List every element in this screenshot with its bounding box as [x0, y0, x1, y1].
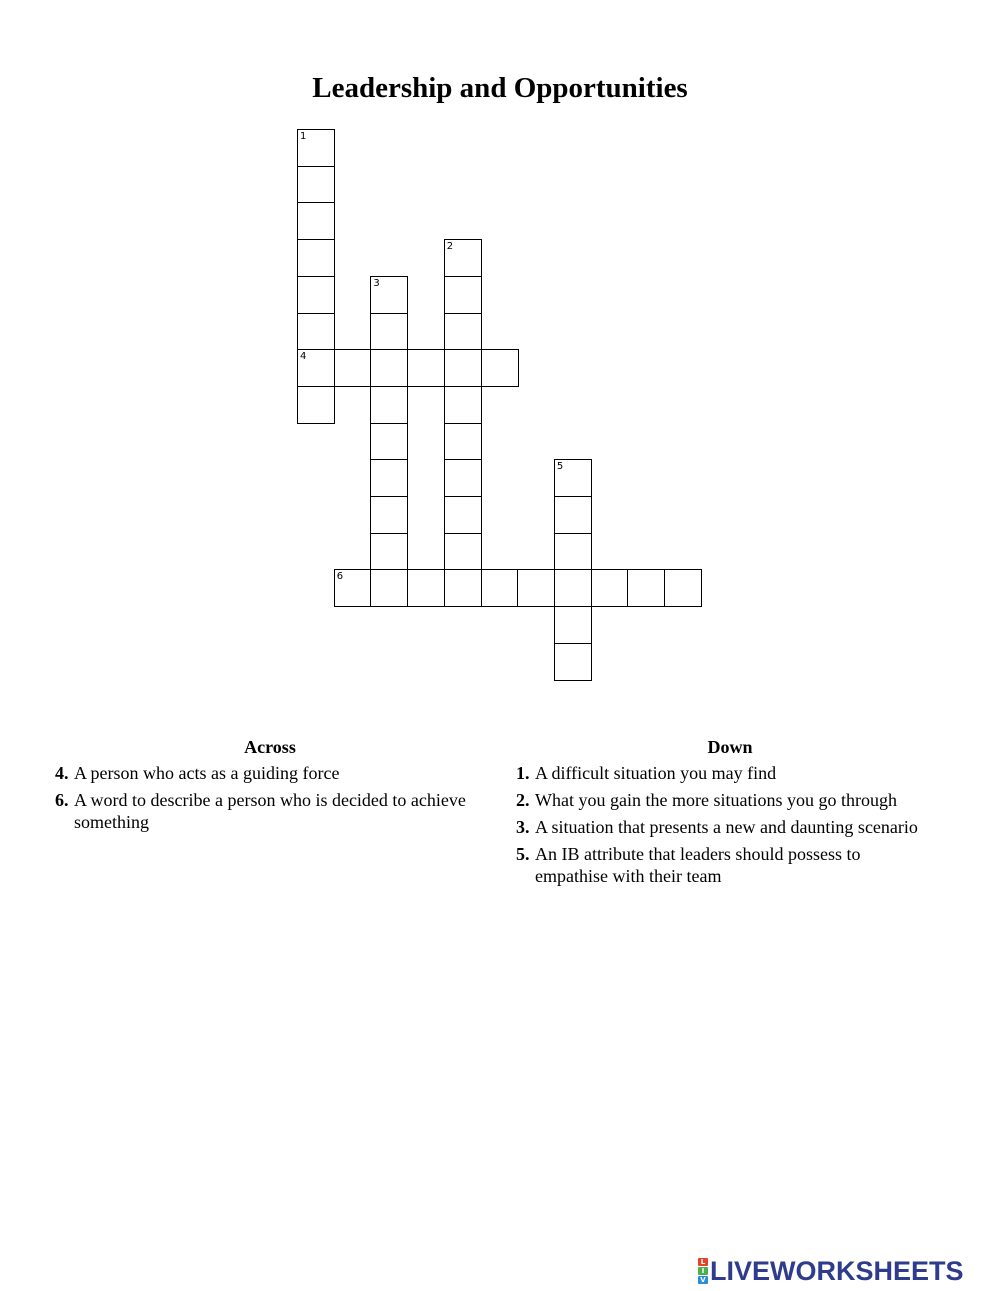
crossword-cell[interactable]: [370, 569, 408, 607]
down-clue: [516, 843, 936, 887]
crossword-cell[interactable]: [554, 643, 592, 681]
cell-number: 1: [300, 131, 307, 142]
crossword-cell[interactable]: [444, 349, 482, 387]
clue-number: 1.: [516, 763, 530, 783]
crossword-cell[interactable]: [517, 569, 555, 607]
logo-mark-letter: V: [698, 1276, 708, 1284]
across-clues: [55, 736, 485, 838]
clue-text: A word to describe a person who is decided to achieve something: [74, 790, 466, 832]
logo-text: LIVEWORKSHEETS: [710, 1256, 964, 1286]
down-heading: Down: [707, 737, 753, 757]
liveworksheets-logo: [698, 1257, 964, 1285]
crossword-cell[interactable]: [370, 459, 408, 497]
crossword-cell[interactable]: [444, 569, 482, 607]
crossword-cell[interactable]: [444, 276, 482, 314]
clue-text: An IB attribute that leaders should possess to empathise with their team: [535, 844, 861, 886]
crossword-cell[interactable]: [444, 423, 482, 461]
crossword-cell[interactable]: [444, 459, 482, 497]
worksheet-title: Leadership and Opportunities: [312, 72, 688, 104]
clue-text: A situation that presents a new and daunting scenario: [535, 817, 918, 837]
across-clue: [55, 762, 485, 784]
crossword-cell[interactable]: [297, 276, 335, 314]
crossword-cell[interactable]: [444, 533, 482, 571]
crossword-cell[interactable]: [370, 349, 408, 387]
crossword-cell[interactable]: [297, 349, 335, 387]
down-clue: [516, 789, 936, 811]
crossword-cell[interactable]: [627, 569, 665, 607]
clue-text: A difficult situation you may find: [535, 763, 777, 783]
crossword-cell[interactable]: [334, 349, 372, 387]
crossword-cell[interactable]: [297, 386, 335, 424]
crossword-cell[interactable]: [334, 569, 372, 607]
clue-number: 6.: [55, 790, 69, 810]
crossword-cell[interactable]: [370, 423, 408, 461]
across-heading: Across: [244, 737, 296, 757]
crossword-cell[interactable]: [370, 533, 408, 571]
crossword-cell[interactable]: [554, 606, 592, 644]
crossword-cell[interactable]: [370, 276, 408, 314]
crossword-cell[interactable]: [444, 386, 482, 424]
cell-number: 2: [446, 241, 454, 253]
crossword-cell[interactable]: [554, 533, 592, 571]
cell-number: 3: [373, 277, 380, 289]
clue-number: 5.: [516, 844, 530, 864]
crossword-cell[interactable]: [297, 202, 335, 240]
logo-mark-icon: [698, 1258, 708, 1284]
crossword-cell[interactable]: [407, 349, 445, 387]
crossword-cell[interactable]: [554, 569, 592, 607]
crossword-cell[interactable]: [591, 569, 629, 607]
crossword-cell[interactable]: [481, 569, 519, 607]
crossword-cell[interactable]: [370, 496, 408, 534]
crossword-cell[interactable]: [554, 459, 592, 497]
cell-number: 4: [300, 351, 307, 363]
crossword-cell[interactable]: [444, 496, 482, 534]
crossword-cell[interactable]: [297, 129, 335, 167]
logo-mark-letter: I: [698, 1267, 708, 1275]
crossword-cell[interactable]: [444, 239, 482, 277]
clue-number: 3.: [516, 817, 530, 837]
clue-number: 4.: [55, 763, 69, 783]
crossword-cell[interactable]: [481, 349, 519, 387]
crossword-cell[interactable]: [370, 386, 408, 424]
crossword-cell[interactable]: [297, 313, 335, 351]
crossword-cell[interactable]: [664, 569, 702, 607]
crossword-cell[interactable]: [297, 166, 335, 204]
across-clue: [55, 789, 485, 833]
down-clue: [516, 762, 936, 784]
clue-text: What you gain the more situations you go through: [535, 790, 897, 810]
clue-text: A person who acts as a guiding force: [74, 763, 340, 783]
logo-mark-letter: L: [698, 1258, 708, 1266]
crossword-cell[interactable]: [370, 313, 408, 351]
crossword-cell[interactable]: [444, 313, 482, 351]
down-clue: [516, 816, 936, 838]
down-clues: [516, 736, 936, 892]
clue-number: 2.: [516, 790, 530, 810]
crossword-cell[interactable]: [407, 569, 445, 607]
crossword-cell[interactable]: [554, 496, 592, 534]
crossword-cell[interactable]: [297, 239, 335, 277]
cell-number: 6: [336, 571, 344, 583]
cell-number: 5: [556, 461, 564, 473]
